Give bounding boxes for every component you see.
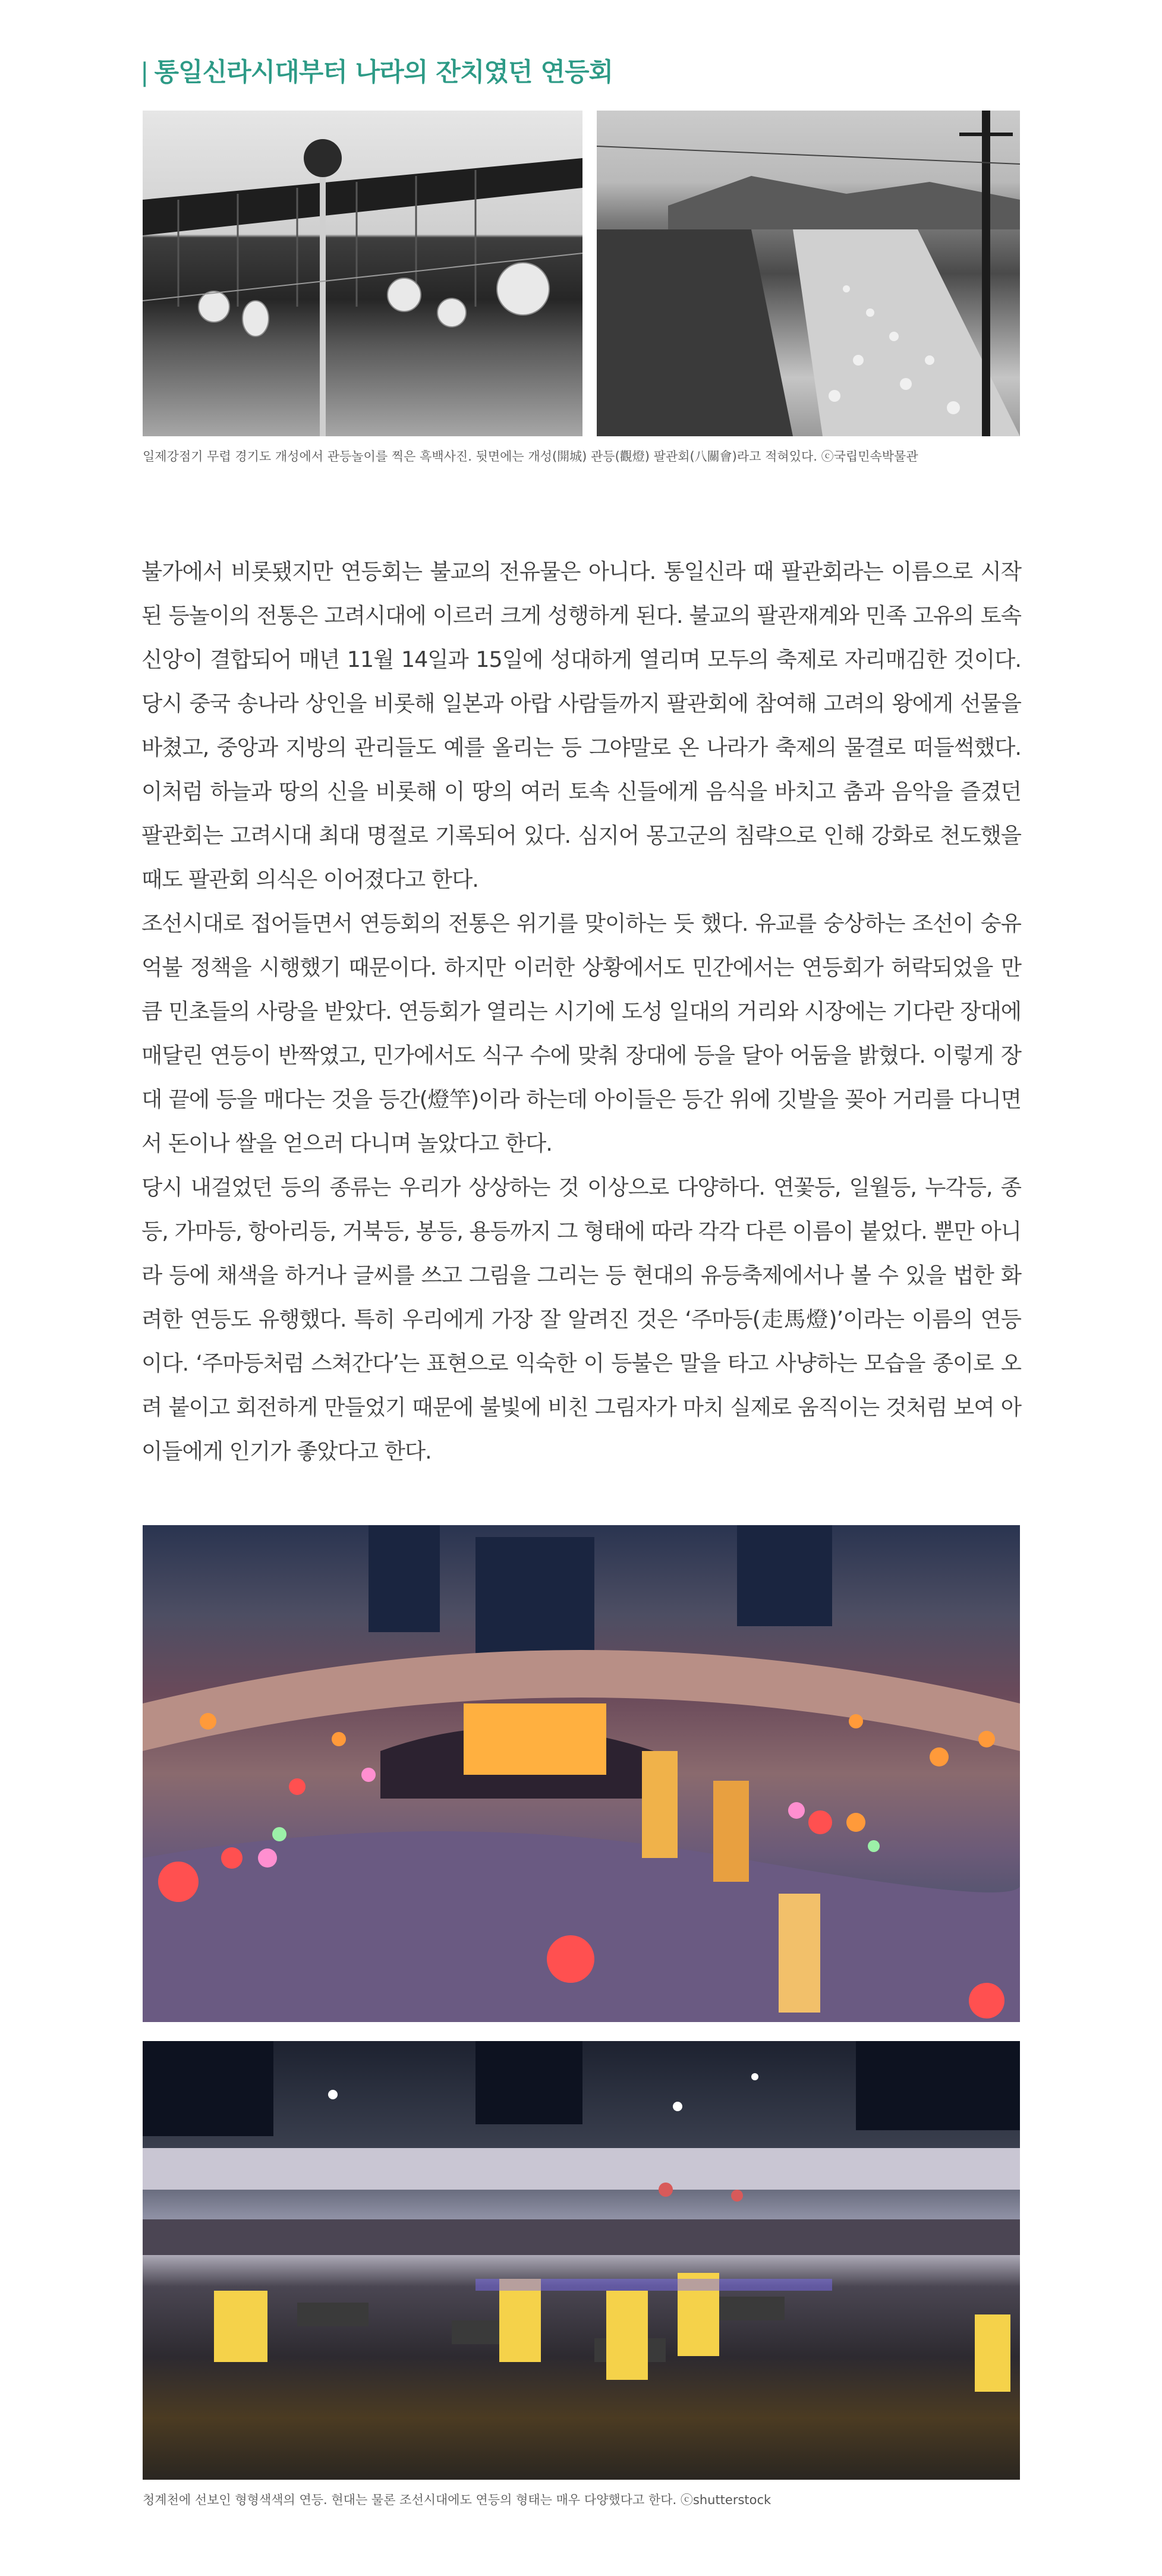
top-photo-caption: 일제강점기 무렵 경기도 개성에서 관등놀이를 찍은 흑백사진. 뒷면에는 개성(開城) 관등(觀燈) 팔관회(八關會)라고 적혀있다. ⓒ국립민속박물관 xyxy=(143,449,918,464)
bw-photo-crowd-street xyxy=(597,111,1020,436)
article-paragraph: 당시 내걸었던 등의 종류는 우리가 상상하는 것 이상으로 다양하다. 연꽃등, 일월등, 누각등, 종등, 가마등, 항아리등, 거북등, 봉등, 용등까지 그 형태에 따라 각각 다른 이름이 붙었다. 뿐만 아니라 등에 채색을 하거나 글씨를 쓰고 그림을 그리는 등 현대의 유등축제에서나 볼 수 있을 법한 화려한 연등도 유행했다. 특히 우리에게 가장 잘 알려진 것은 ‘주마등(走馬燈)’이라는 이름의 연등이다. ‘주마등처럼 스쳐간다’는 표현으로 익숙한 이 등불은 말을 타고 사냥하는 모습을 종이로 오려 붙이고 회전하게 만들었기 때문에 불빛에 비친 그림자가 마치 실제로 움직이는 것처럼 보여 아이들에게 인기가 좋았다고 한다. xyxy=(141,1174,1021,1464)
bw-photo-crowd-street-art xyxy=(597,111,1020,436)
photo-lantern-figures-art xyxy=(143,2041,1020,2480)
article-paragraph: 불가에서 비롯됐지만 연등회는 불교의 전유물은 아니다. 통일신라 때 팔관회라는 이름으로 시작된 등놀이의 전통은 고려시대에 이르러 크게 성행하게 된다. 불교의 팔관재계와 민족 고유의 토속신앙이 결합되어 매년 11월 14일과 15일에 성대하게 열리며 모두의 축제로 자리매김한 것이다. 당시 중국 송나라 상인을 비롯해 일본과 아랍 사람들까지 팔관회에 참여해 고려의 왕에게 선물을 바쳤고, 중앙과 지방의 관리들도 예를 올리는 등 그야말로 온 나라가 축제의 물결로 떠들썩했다. 이처럼 하늘과 땅의 신을 비롯해 이 땅의 여러 토속 신들에게 음식을 바치고 춤과 음악을 즐겼던 팔관회는 고려시대 최대 명절로 기록되어 있다. 심지어 몽고군의 침략으로 인해 강화로 천도했을 때도 팔관회 의식은 이어졌다고 한다. xyxy=(141,559,1021,892)
bw-photo-lantern-house-art xyxy=(143,111,582,436)
bottom-photo-caption: 청계천에 선보인 형형색색의 연등. 현대는 물론 조선시대에도 연등의 형태는 매우 다양했다고 한다. ⓒshutterstock xyxy=(143,2493,771,2507)
title-bar: | xyxy=(140,58,149,87)
photo-cheonggyecheon-lanterns xyxy=(143,1525,1020,2022)
bw-photo-lantern-house xyxy=(143,111,582,436)
photo-lantern-figures xyxy=(143,2041,1020,2480)
article-body xyxy=(141,550,1021,1473)
section-title xyxy=(140,52,613,89)
photo-cheonggyecheon-lanterns-art xyxy=(143,1525,1020,2022)
article-paragraph: 조선시대로 접어들면서 연등회의 전통은 위기를 맞이하는 듯 했다. 유교를 숭상하는 조선이 숭유억불 정책을 시행했기 때문이다. 하지만 이러한 상황에서도 민간에서는 연등회가 허락되었을 만큼 민초들의 사랑을 받았다. 연등회가 열리는 시기에 도성 일대의 거리와 시장에는 기다란 장대에 매달린 연등이 반짝였고, 민가에서도 식구 수에 맞춰 장대에 등을 달아 어둠을 밝혔다. 이렇게 장대 끝에 등을 매다는 것을 등간(燈竿)이라 하는데 아이들은 등간 위에 깃발을 꽂아 거리를 다니면서 돈이나 쌀을 얻으러 다니며 놀았다고 한다. xyxy=(141,911,1021,1156)
section-title-text: 통일신라시대부터 나라의 잔치였던 연등회 xyxy=(154,58,613,87)
